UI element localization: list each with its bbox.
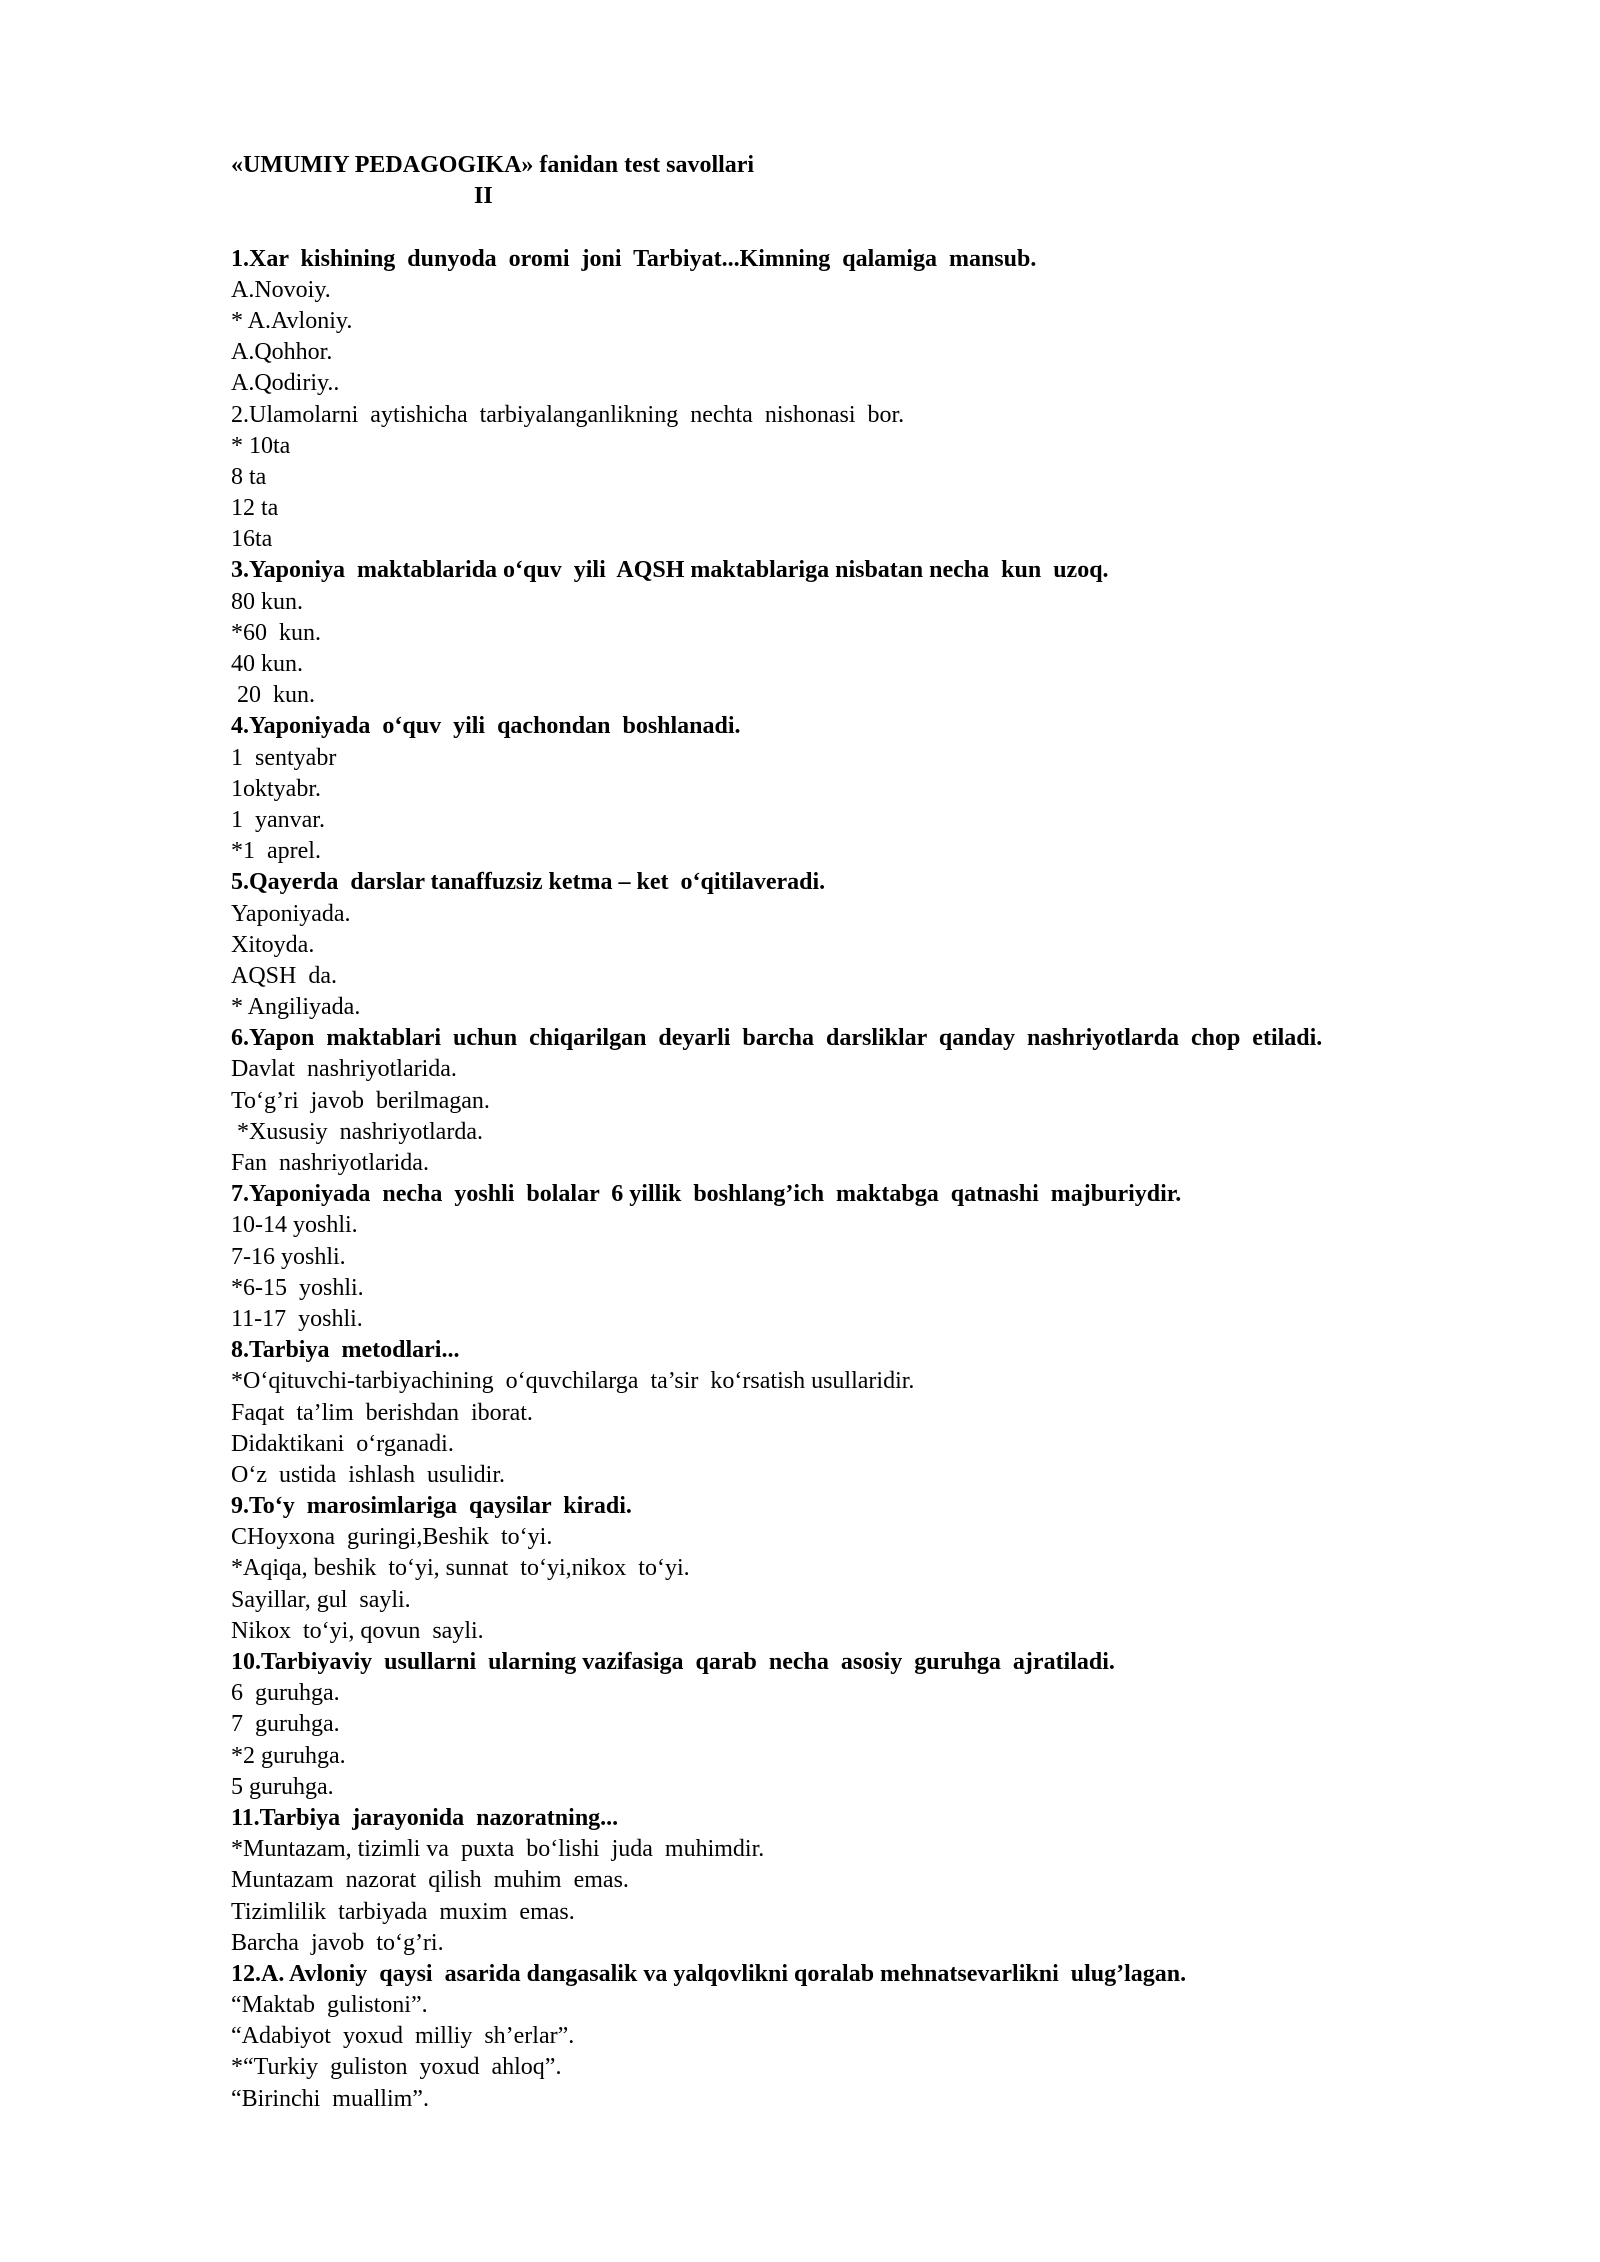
question-text: 5.Qayerda darslar tanaffuzsiz ketma – ket o‘qitilaveradi. [231, 869, 826, 896]
question-block [231, 1023, 1531, 1179]
question-block [231, 1335, 1531, 1491]
answer-option: AQSH da. [231, 962, 337, 989]
answer-option: To‘g’ri javob berilmagan. [231, 1087, 490, 1114]
question-block [231, 1491, 1531, 1647]
answer-option: Barcha javob to‘g’ri. [231, 1929, 444, 1956]
answer-option: Yaponiyada. [231, 900, 351, 927]
answer-option: A.Qohhor. [231, 339, 333, 366]
answer-option: 1 sentyabr [231, 744, 337, 771]
answer-option: 5 guruhga. [231, 1773, 334, 1800]
answer-option: Sayillar, gul sayli. [231, 1586, 411, 1613]
answer-option: 80 kun. [231, 588, 303, 615]
blank-line [231, 212, 1531, 243]
answer-option: *O‘qituvchi-tarbiyachining o‘quvchilarga ta’sir ko‘rsatish usullaridir. [231, 1368, 915, 1395]
answer-option: A.Qodiriy.. [231, 370, 340, 397]
document-subtitle: II [474, 183, 493, 210]
question-block [231, 867, 1531, 1023]
answer-option: 1 yanvar. [231, 806, 325, 833]
answer-option: CHoyxona guringi,Beshik to‘yi. [231, 1524, 553, 1551]
answer-option: 6 guruhga. [231, 1680, 340, 1707]
question-text: 10.Tarbiyaviy usullarni ularning vazifasiga qarab necha asosiy guruhga ajratiladi. [231, 1649, 1115, 1675]
answer-option: 16ta [231, 526, 273, 553]
question-text: 4.Yaponiyada o‘quv yili qachondan boshlanadi. [231, 713, 741, 740]
question-text: 8.Tarbiya metodlari... [231, 1337, 460, 1364]
answer-option: “Adabiyot yoxud milliy sh’erlar”. [231, 2023, 575, 2050]
question-block [231, 400, 1531, 556]
question-text: 6.Yapon maktablari uchun chiqarilgan deyarli barcha darsliklar qanday nashriyotlarda chop etiladi. [231, 1025, 1323, 1052]
answer-option: Nikox to‘yi, qovun sayli. [231, 1617, 484, 1644]
question-block [231, 711, 1531, 867]
answer-option: 1oktyabr. [231, 775, 321, 802]
answer-option: * A.Avloniy. [231, 307, 353, 334]
answer-option: Muntazam nazorat qilish muhim emas. [231, 1867, 629, 1894]
answer-option: 10-14 yoshli. [231, 1212, 358, 1239]
answer-option: “Birinchi muallim”. [231, 2085, 429, 2112]
answer-option: Xitoyda. [231, 931, 315, 958]
answer-option: 8 ta [231, 463, 267, 490]
answer-option: 20 kun. [231, 682, 315, 709]
document-title: «UMUMIY PEDAGOGIKA» fanidan test savollari [231, 152, 755, 178]
answer-option: * 10ta [231, 432, 291, 459]
answer-option: 12 ta [231, 495, 279, 522]
answer-option: Tizimlilik tarbiyada muxim emas. [231, 1898, 575, 1925]
answer-option: *“Turkiy guliston yoxud ahloq”. [231, 2054, 562, 2081]
question-text: 9.To‘y marosimlariga qaysilar kiradi. [231, 1493, 632, 1520]
question-block [231, 555, 1531, 711]
answer-option: *60 kun. [231, 619, 321, 646]
answer-option: *6-15 yoshli. [231, 1274, 364, 1301]
answer-option: Didaktikani o‘rganadi. [231, 1430, 454, 1457]
answer-option: Faqat ta’lim berishdan iborat. [231, 1399, 533, 1426]
answer-option: Fan nashriyotlarida. [231, 1150, 429, 1176]
question-text: 1.Xar kishining dunyoda oromi joni Tarbiyat...Kimning qalamiga mansub. [231, 245, 1037, 272]
question-text: 3.Yaponiya maktablarida o‘quv yili AQSH maktablariga nisbatan necha kun uzoq. [231, 557, 1109, 584]
answer-option: O‘z ustida ishlash usulidir. [231, 1461, 505, 1488]
answer-option: *Aqiqa, beshik to‘yi, sunnat to‘yi,nikox to‘yi. [231, 1555, 690, 1582]
document-page [231, 150, 1531, 2115]
answer-option: 7 guruhga. [231, 1711, 340, 1738]
question-block [231, 244, 1531, 400]
answer-option: 11-17 yoshli. [231, 1305, 363, 1332]
question-text: 7.Yaponiyada necha yoshli bolalar 6 yillik boshlang’ich maktabga qatnashi majburiydir. [231, 1181, 1182, 1208]
answer-option: A.Novoiy. [231, 276, 331, 303]
question-text: 2.Ulamolarni aytishicha tarbiyalanganlikning nechta nishonasi bor. [231, 401, 905, 428]
question-block [231, 1803, 1531, 1959]
question-block [231, 1959, 1531, 2115]
answer-option: 40 kun. [231, 651, 303, 677]
answer-option: *2 guruhga. [231, 1742, 346, 1769]
answer-option: * Angiliyada. [231, 994, 361, 1021]
question-text: 11.Tarbiya jarayonida nazoratning... [231, 1804, 619, 1831]
answer-option: “Maktab gulistoni”. [231, 1992, 428, 2019]
answer-option: *1 aprel. [231, 838, 321, 865]
question-text: 12.A. Avloniy qaysi asarida dangasalik va yalqovlikni qoralab mehnatsevarlikni ulug’lagan. [231, 1960, 1187, 1987]
question-block [231, 1647, 1531, 1803]
answer-option: Davlat nashriyotlarida. [231, 1056, 457, 1083]
answer-option: *Muntazam, tizimli va puxta bo‘lishi juda muhimdir. [231, 1836, 765, 1863]
answer-option: *Xususiy nashriyotlarda. [231, 1118, 483, 1145]
answer-option: 7-16 yoshli. [231, 1243, 346, 1270]
question-block [231, 1179, 1531, 1335]
